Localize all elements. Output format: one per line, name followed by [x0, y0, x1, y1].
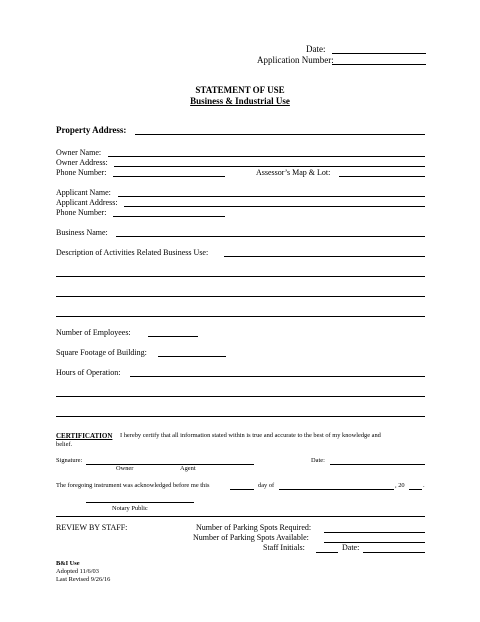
certification-text-line-1: I hereby certify that all information stated within is true and accurate to the best of my knowledge and	[120, 432, 381, 439]
review-by-staff-label: REVIEW BY STAFF:	[56, 523, 128, 532]
revised-date: Last Revised 9/26/16	[56, 576, 111, 583]
map-lot-label: Assessor’s Map & Lot:	[256, 168, 331, 177]
description-label: Description of Activities Related Business Use:	[56, 248, 209, 257]
staff-date-field[interactable]	[363, 552, 425, 553]
hours-label: Hours of Operation:	[56, 368, 121, 377]
description-field-line-1[interactable]	[224, 256, 425, 257]
owner-option-label: Owner	[116, 465, 134, 472]
date-field[interactable]	[332, 53, 426, 54]
notary-public-label: Notary Public	[112, 505, 148, 512]
section-divider	[56, 516, 425, 517]
adopted-date: Adopted 11/6/03	[56, 568, 99, 575]
employees-label: Number of Employees:	[56, 328, 131, 337]
applicant-address-label: Applicant Address:	[56, 198, 118, 207]
business-name-field[interactable]	[116, 236, 425, 237]
parking-available-field[interactable]	[324, 542, 425, 543]
signature-date-field[interactable]	[330, 464, 425, 465]
owner-name-field[interactable]	[108, 156, 425, 157]
certification-text-line-2: belief.	[56, 441, 73, 448]
hours-field-line-2[interactable]	[56, 396, 425, 397]
acknowledgement-text: The foregoing instrument was acknowledged before me this	[56, 482, 210, 489]
square-footage-field[interactable]	[158, 356, 226, 357]
agent-option-label: Agent	[180, 465, 196, 472]
ack-month-field[interactable]	[279, 489, 394, 490]
description-field-line-3[interactable]	[56, 296, 425, 297]
parking-required-field[interactable]	[324, 532, 425, 533]
staff-initials-label: Staff Initials:	[263, 543, 305, 552]
year-suffix: .	[423, 482, 425, 489]
ack-day-field[interactable]	[230, 489, 254, 490]
hours-field-line-3[interactable]	[56, 416, 425, 417]
employees-field[interactable]	[148, 336, 198, 337]
signature-date-label: Date:	[311, 457, 325, 464]
form-subtitle: Business & Industrial Use	[190, 96, 290, 106]
business-name-label: Business Name:	[56, 228, 108, 237]
application-number-field[interactable]	[332, 64, 426, 65]
property-address-field[interactable]	[135, 134, 425, 135]
applicant-name-label: Applicant Name:	[56, 188, 111, 197]
ack-year-field[interactable]	[409, 489, 422, 490]
owner-address-label: Owner Address:	[56, 158, 108, 167]
date-label: Date:	[306, 44, 326, 54]
application-number-label: Application Number:	[257, 55, 334, 65]
form-title: STATEMENT OF USE	[195, 85, 285, 95]
applicant-phone-field[interactable]	[113, 216, 225, 217]
square-footage-label: Square Footage of Building:	[56, 348, 147, 357]
owner-name-label: Owner Name:	[56, 148, 102, 157]
parking-available-label: Number of Parking Spots Available:	[193, 533, 309, 542]
parking-required-label: Number of Parking Spots Required:	[196, 523, 312, 532]
applicant-address-field[interactable]	[124, 206, 425, 207]
owner-address-field[interactable]	[114, 166, 425, 167]
description-field-line-2[interactable]	[56, 276, 425, 277]
form-code: B&I Use	[56, 560, 80, 567]
map-lot-field[interactable]	[339, 176, 425, 177]
owner-phone-label: Phone Number:	[56, 168, 107, 177]
staff-date-label: Date:	[342, 543, 360, 552]
year-prefix: , 20	[395, 482, 405, 489]
signature-label: Signature:	[56, 457, 83, 464]
property-address-label: Property Address:	[56, 125, 127, 135]
hours-field-line-1[interactable]	[130, 376, 425, 377]
description-field-line-4[interactable]	[56, 316, 425, 317]
owner-phone-field[interactable]	[113, 176, 225, 177]
applicant-phone-label: Phone Number:	[56, 208, 107, 217]
staff-initials-field[interactable]	[316, 552, 338, 553]
day-of-label: day of	[258, 482, 275, 489]
applicant-name-field[interactable]	[118, 196, 425, 197]
notary-signature-field[interactable]	[86, 502, 194, 503]
certification-heading: CERTIFICATION	[56, 432, 113, 440]
signature-field[interactable]	[86, 464, 254, 465]
